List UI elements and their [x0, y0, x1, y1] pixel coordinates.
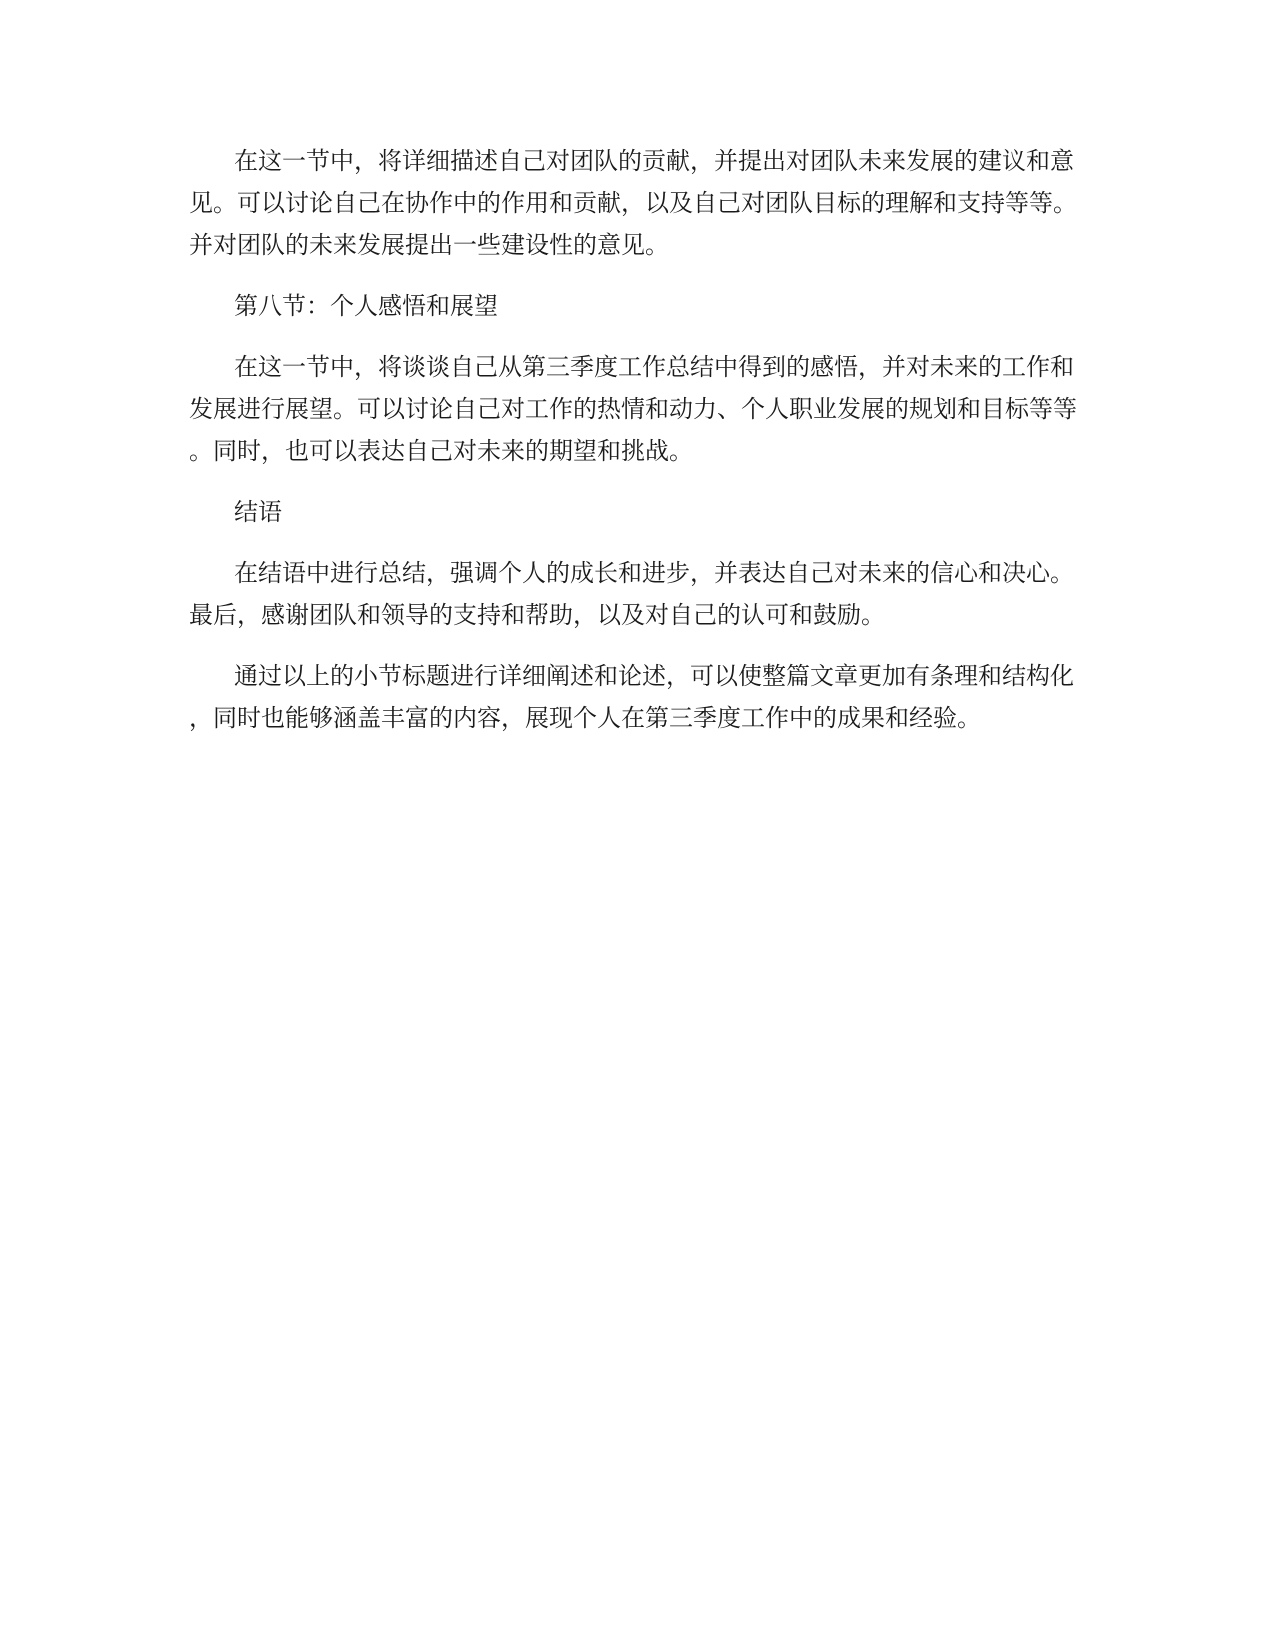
paragraph-closing-summary: 通过以上的小节标题进行详细阐述和论述，可以使整篇文章更加有条理和结构化，同时也能够涵盖丰富的内容，展现个人在第三季度工作中的成果和经验。 [189, 662, 1074, 732]
paragraph-team-contribution: 在这一节中，将详细描述自己对团队的贡献，并提出对团队未来发展的建议和意见。可以讨论自己在协作中的作用和贡献，以及自己对团队目标的理解和支持等等。并对团队的未来发展提出一些建设性的意见。 [189, 147, 1077, 259]
section-heading-conclusion: 结语 [234, 498, 282, 526]
paragraph-conclusion: 在结语中进行总结，强调个人的成长和进步，并表达自己对未来的信心和决心。最后，感谢团队和领导的支持和帮助，以及对自己的认可和鼓励。 [189, 559, 1074, 629]
document-body [189, 140, 1089, 758]
section-heading-eighth: 第八节：个人感悟和展望 [234, 292, 498, 320]
paragraph-personal-outlook: 在这一节中，将谈谈自己从第三季度工作总结中得到的感悟，并对未来的工作和发展进行展望。可以讨论自己对工作的热情和动力、个人职业发展的规划和目标等等。同时，也可以表达自己对未来的期望和挑战。 [189, 353, 1077, 465]
